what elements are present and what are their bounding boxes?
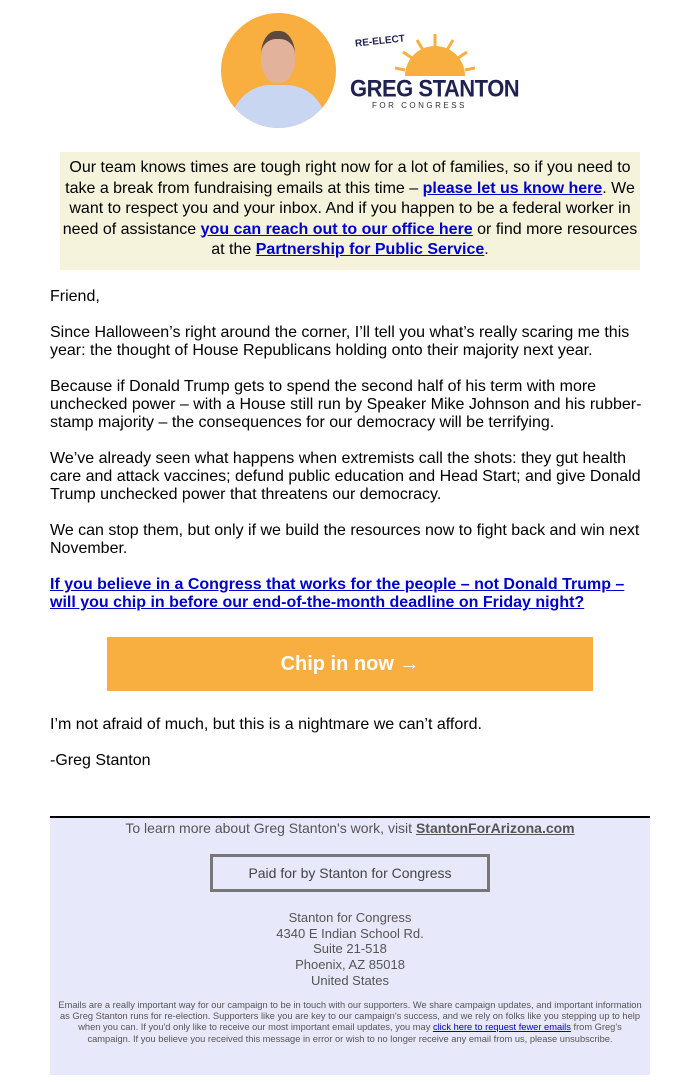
notice-text: . xyxy=(484,241,489,258)
paragraph: Since Halloween’s right around the corner, I’ll tell you what’s really scaring me this year: the thought of House Republicans holding onto their majority next year. xyxy=(50,324,630,359)
campaign-logo xyxy=(350,30,520,110)
notice-box xyxy=(60,152,640,270)
candidate-photo xyxy=(221,13,336,128)
learn-more-text: To learn more about Greg Stanton's work, visit xyxy=(125,820,416,836)
logo-name: GREG STANTON xyxy=(350,74,520,103)
address-line: 4340 E Indian School Rd. xyxy=(276,925,424,941)
paragraph: Because if Donald Trump gets to spend the second half of his term with more unchecked power – with a House still run by Speaker Mike Johnson and his rubber-stamp majority – the consequences for our democracy will be terrifying. xyxy=(50,378,642,431)
address-line: Stanton for Congress xyxy=(288,910,412,925)
email-body xyxy=(50,288,650,630)
paragraph: We’ve already seen what happens when extremists call the shots: they gut health care and attack vaccines; defund public education and Head Start; and give Donald Trump unchecked power that threatens our democracy. xyxy=(50,450,641,503)
learn-more xyxy=(50,820,650,836)
address-line: Phoenix, AZ 85018 xyxy=(295,957,405,973)
office-contact-link[interactable]: you can reach out to our office here xyxy=(200,220,473,238)
photo-head xyxy=(261,31,295,83)
paragraph: We can stop them, but only if we build the resources now to fight back and win next November. xyxy=(50,522,640,557)
notice-text: . We want to respect you and your inbox. And if you happen to be a federal worker in need of assistance xyxy=(62,179,635,238)
address xyxy=(50,910,650,989)
logo-subtitle: FOR CONGRESS xyxy=(372,101,467,110)
footer xyxy=(50,816,650,1075)
unsubscribe-break-link[interactable]: please let us know here xyxy=(422,179,603,197)
photo-body xyxy=(231,85,326,128)
closing-line: I’m not afraid of much, but this is a nightmare we can’t afford. xyxy=(50,716,482,733)
fewer-emails-link[interactable]: click here to request fewer emails xyxy=(432,1022,571,1033)
partnership-link[interactable]: Partnership for Public Service xyxy=(255,241,485,258)
greeting: Friend, xyxy=(50,288,100,305)
fine-print-text: from Greg's campaign. If you believe you received this message in error or wish to no longer receive any email from us, please unsubscribe. xyxy=(87,1022,622,1044)
donate-text-link[interactable]: If you believe in a Congress that works for the people – not Donald Trump – will you chip in before our end-of-the-month deadline on Friday night? xyxy=(50,576,625,611)
website-link[interactable]: StantonForArizona.com xyxy=(415,820,575,836)
sun-icon xyxy=(395,34,475,78)
signature: -Greg Stanton xyxy=(50,752,151,769)
fine-print-text: Emails are a really important way for our campaign to be in touch with our supporters. We share campaign updates, and important information as Greg Stanton runs for re-election. Supporters like you are key to our campaign's success, and we rely on folks like you stepping up to help when you can. If you'd only like to receive our most important email updates, you may xyxy=(58,1000,642,1033)
address-line: Suite 21-518 xyxy=(313,941,387,957)
email-header xyxy=(0,0,700,140)
notice-text: or find more resources at the xyxy=(211,220,638,258)
notice-text: Our team knows times are tough right now for a lot of families, so if you need to take a break from fundraising emails at this time – xyxy=(65,159,631,197)
fine-print xyxy=(58,1000,642,1045)
paid-for-box: Paid for by Stanton for Congress xyxy=(210,854,490,892)
closing xyxy=(50,716,482,788)
address-line: United States xyxy=(310,972,390,988)
logo-reelect: RE-ELECT xyxy=(354,33,406,50)
chip-in-button[interactable]: Chip in now → xyxy=(107,637,593,691)
